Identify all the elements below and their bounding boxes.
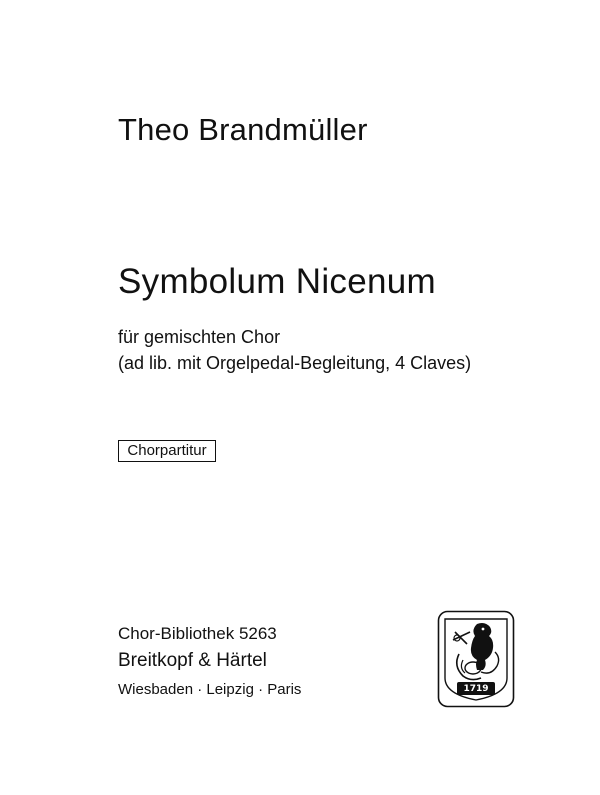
publisher-places: Wiesbaden · Leipzig · Paris [118, 681, 302, 698]
work-subtitle-note: (ad lib. mit Orgelpedal-Begleitung, 4 Claves) [118, 353, 472, 373]
edition-label: Chorpartitur [118, 440, 216, 462]
work-title: Symbolum Nicenum [118, 262, 436, 301]
work-subtitle: für gemischten Chor [118, 327, 281, 347]
composer-name: Theo Brandmüller [118, 112, 368, 147]
publisher-name: Breitkopf & Härtel [118, 650, 267, 671]
series-number: Chor-Bibliothek 5263 [118, 624, 277, 643]
logo-year: 1719 [463, 684, 489, 694]
